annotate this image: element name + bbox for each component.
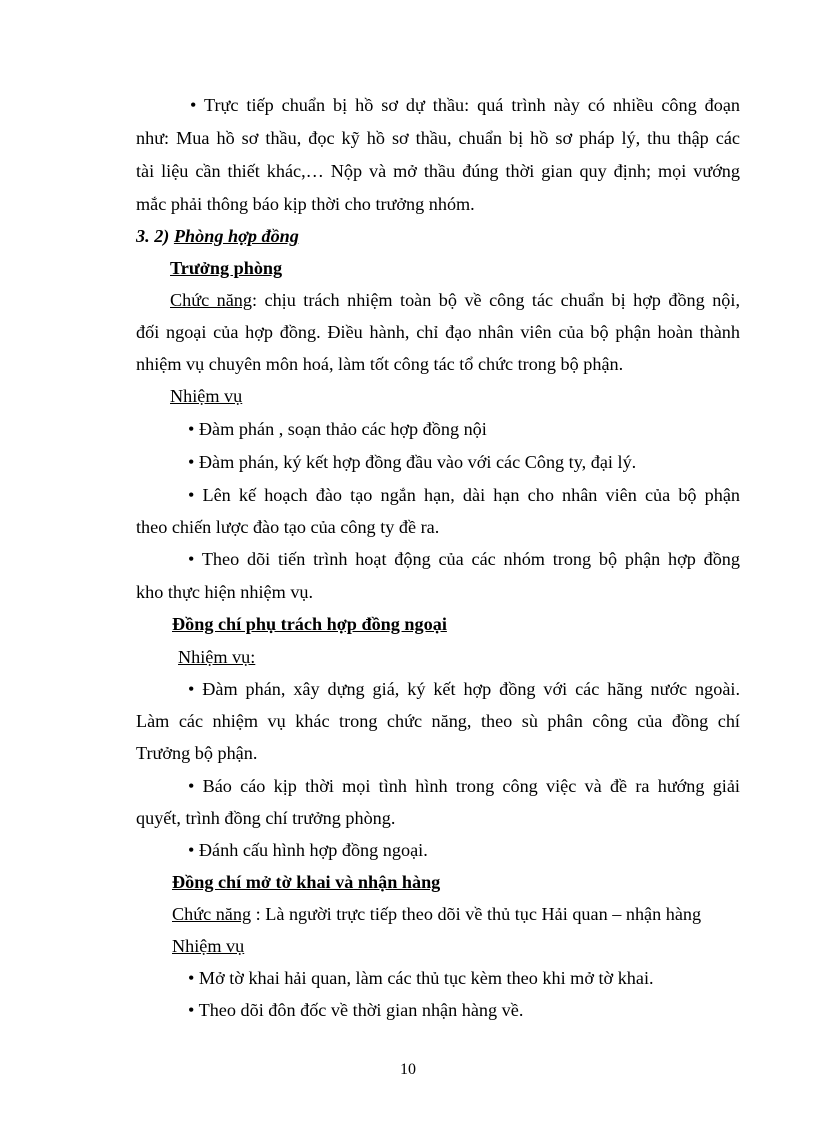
- paragraph-line: Trưởng bộ phận.: [136, 743, 258, 763]
- paragraph-line: đối ngoại của hợp đồng. Điều hành, chỉ đạo nhân viên của bộ phận hoàn thành: [136, 322, 740, 342]
- section-number: 3. 2): [136, 226, 174, 246]
- bullet-item: • Đánh cấu hình hợp đồng ngoại.: [188, 840, 428, 860]
- section-heading: [136, 225, 740, 247]
- bullet-item: • Mở tờ khai hải quan, làm các thủ tục kèm theo khi mở tờ khai.: [188, 968, 654, 988]
- page-number: 10: [400, 1061, 416, 1078]
- bullet-item: • Theo dõi tiến trình hoạt động của các nhóm trong bộ phận hợp đồng: [188, 549, 740, 569]
- label-function: Chức năng: [172, 904, 252, 924]
- paragraph-line: quyết, trình đồng chí trưởng phòng.: [136, 808, 396, 828]
- label-function: Chức năng: [170, 290, 252, 310]
- section-title: Phòng hợp đồng: [173, 226, 299, 246]
- label-duties: Nhiệm vụ:: [178, 647, 256, 667]
- paragraph-line: theo chiến lược đào tạo của công ty đề ra.: [136, 517, 440, 537]
- bullet-item: • Theo dõi đôn đốc về thời gian nhận hàng về.: [188, 1000, 524, 1020]
- function-text: : chịu trách nhiệm toàn bộ về công tác chuẩn bị hợp đồng nội,: [251, 290, 740, 310]
- paragraph-line: [172, 903, 740, 925]
- label-duties: Nhiệm vụ: [172, 936, 245, 956]
- bullet-item: • Đàm phán, xây dựng giá, ký kết hợp đồng với các hãng nước ngoài.: [188, 679, 740, 699]
- paragraph-line: [170, 289, 740, 311]
- role-heading: Trưởng phòng: [170, 258, 283, 278]
- paragraph-line: nhiệm vụ chuyên môn hoá, làm tốt công tác tổ chức trong bộ phận.: [136, 354, 624, 374]
- paragraph-line: • Trực tiếp chuẩn bị hồ sơ dự thầu: quá trình này có nhiều công đoạn: [190, 95, 740, 115]
- paragraph-line: mắc phải thông báo kịp thời cho trưởng nhóm.: [136, 194, 475, 214]
- bullet-item: • Báo cáo kịp thời mọi tình hình trong công việc và đề ra hướng giải: [188, 776, 740, 796]
- role-heading: Đồng chí phụ trách hợp đồng ngoại: [172, 614, 447, 634]
- bullet-item: • Đàm phán, ký kết hợp đồng đầu vào với các Công ty, đại lý.: [188, 452, 637, 472]
- function-text: : Là người trực tiếp theo dõi về thủ tục Hải quan – nhận hàng: [251, 904, 702, 924]
- bullet-item: • Đàm phán , soạn thảo các hợp đồng nội: [188, 419, 487, 439]
- paragraph-line: tài liệu cần thiết khác,… Nộp và mở thầu đúng thời gian quy định; mọi vướng: [136, 161, 740, 181]
- label-duties: Nhiệm vụ: [170, 386, 243, 406]
- bullet-item: • Lên kế hoạch đào tạo ngắn hạn, dài hạn cho nhân viên của bộ phận: [188, 485, 740, 505]
- role-heading: Đồng chí mở tờ khai và nhận hàng: [172, 872, 441, 892]
- paragraph-line: kho thực hiện nhiệm vụ.: [136, 582, 314, 602]
- paragraph-line: Làm các nhiệm vụ khác trong chức năng, theo sù phân công của đồng chí: [136, 711, 740, 731]
- paragraph-line: như: Mua hồ sơ thầu, đọc kỹ hồ sơ thầu, chuẩn bị hồ sơ pháp lý, thu thập các: [136, 128, 740, 148]
